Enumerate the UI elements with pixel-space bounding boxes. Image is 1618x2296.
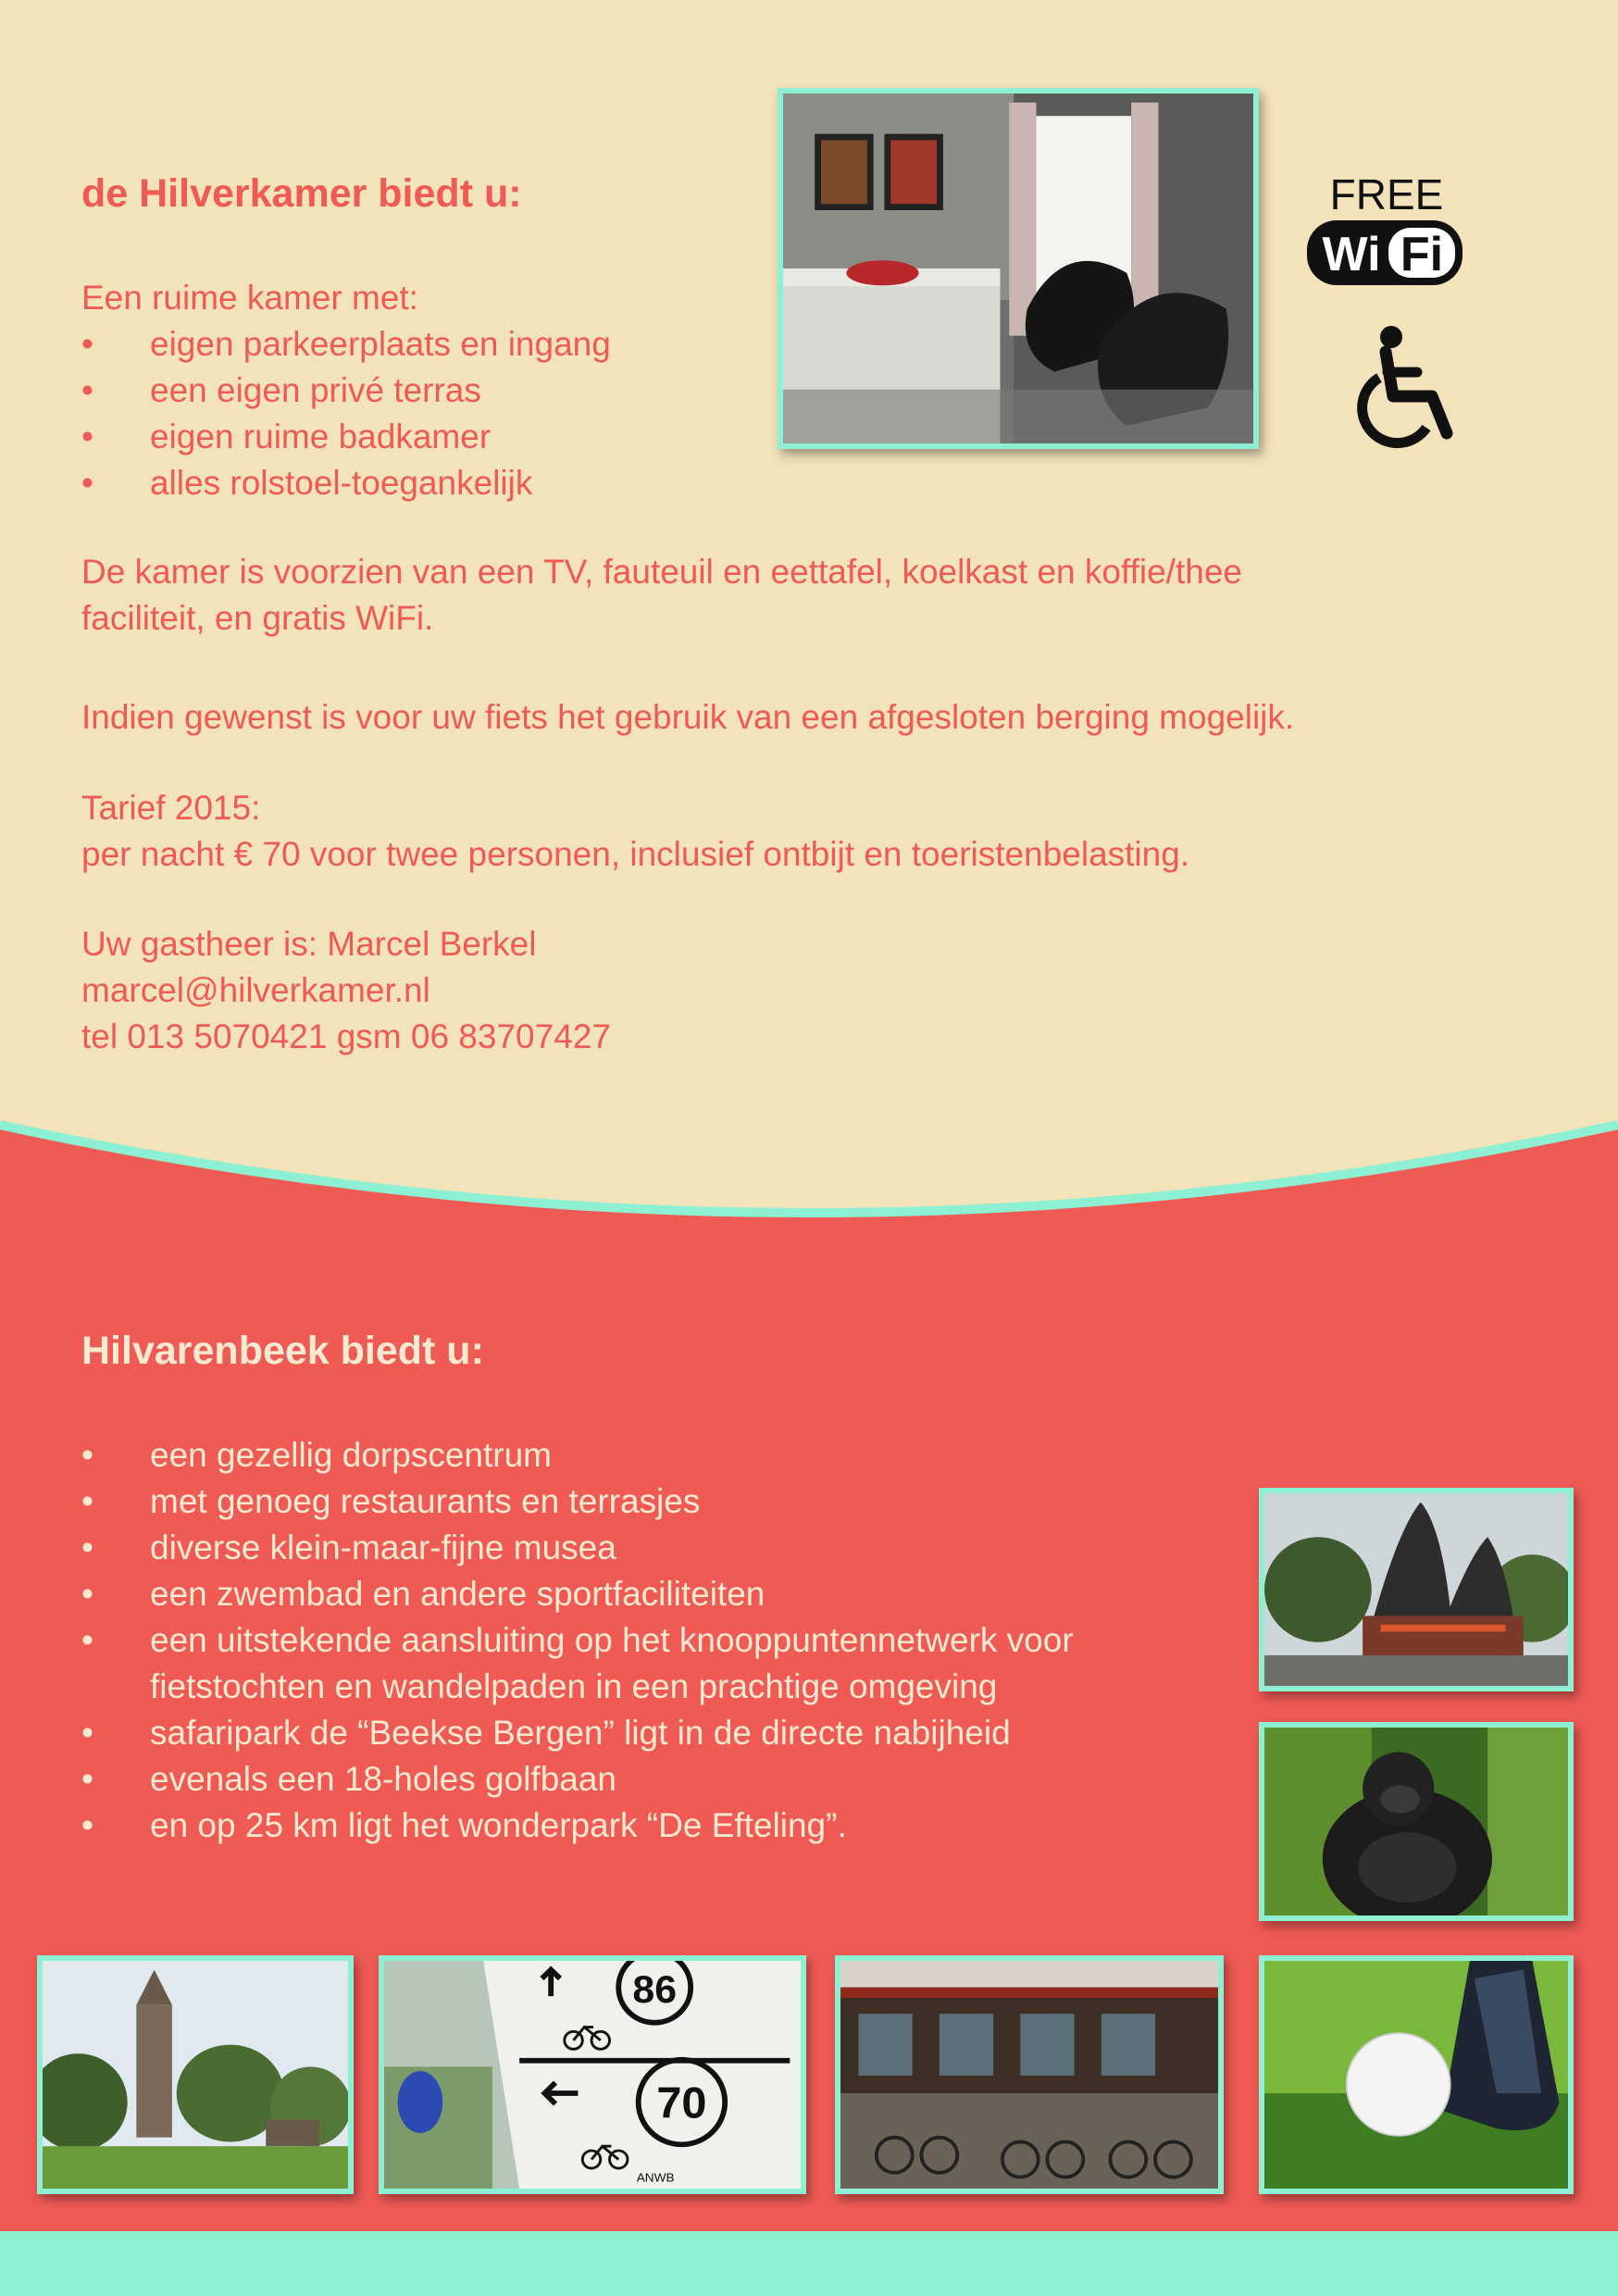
room-description	[81, 549, 1242, 642]
list-item: • een eigen privé terras	[81, 368, 611, 414]
church-photo	[37, 1955, 354, 2194]
bullet-icon: •	[81, 325, 93, 363]
bullet-icon: •	[81, 1714, 93, 1752]
section1-list	[81, 321, 611, 506]
route-number-86: 86	[632, 1967, 678, 2011]
list-item: fietstochten en wandelpaden in een prachtige omgeving	[150, 1667, 998, 1705]
bullet-icon: •	[81, 1482, 93, 1520]
list-item: • een zwembad en andere sportfaciliteiten	[81, 1571, 1074, 1617]
bullet-icon: •	[81, 1621, 93, 1659]
bullet-icon: •	[81, 1806, 93, 1844]
gorilla-photo	[1259, 1722, 1574, 1921]
list-item: • met genoeg restaurants en terrasjes	[81, 1479, 1074, 1525]
email-link[interactable]: marcel@hilverkamer.nl	[81, 971, 430, 1009]
section2-title: Hilvarenbeek biedt u:	[81, 1329, 484, 1373]
list-item: • alles rolstoel-toegankelijk	[81, 460, 611, 506]
tariff-label: Tarief 2015:	[81, 789, 261, 827]
bullet-icon: •	[81, 418, 93, 455]
host-name: Uw gastheer is: Marcel Berkel	[81, 925, 537, 963]
list-item: • een uitstekende aansluiting op het knooppuntennetwerk voor	[81, 1617, 1074, 1664]
room-description-line: De kamer is voorzien van een TV, fauteuil en eettafel, koelkast en koffie/thee	[81, 553, 1242, 591]
section1-intro: Een ruime kamer met:	[81, 279, 418, 317]
list-item: • een gezellig dorpscentrum	[81, 1432, 1074, 1479]
list-item: • evenals een 18-holes golfbaan	[81, 1756, 1074, 1803]
bullet-icon: •	[81, 1760, 93, 1798]
room-description-line: faciliteit, en gratis WiFi.	[81, 599, 434, 637]
wheelchair-icon	[1347, 324, 1467, 449]
tariff-block	[81, 785, 1189, 878]
wifi-icon	[1303, 172, 1470, 293]
list-item: • eigen parkeerplaats en ingang	[81, 321, 611, 368]
list-item: • en op 25 km ligt het wonderpark “De Efteling”.	[81, 1803, 1074, 1849]
bullet-icon: •	[81, 371, 93, 409]
bullet-icon: •	[81, 1436, 93, 1474]
phone-numbers: tel 013 5070421 gsm 06 83707427	[81, 1017, 611, 1055]
contact-block	[81, 921, 611, 1060]
list-item: • eigen ruime badkamer	[81, 414, 611, 460]
footer-band	[0, 2231, 1618, 2296]
bullet-icon: •	[81, 1575, 93, 1613]
bullet-icon: •	[81, 1529, 93, 1566]
bedroom-photo	[778, 88, 1259, 449]
section2-list	[81, 1432, 1074, 1849]
tariff-text: per nacht € 70 voor twee personen, inclusief ontbijt en toeristenbelasting.	[81, 835, 1190, 873]
bullet-icon: •	[81, 464, 93, 502]
wifi-wi-label: Wi	[1322, 228, 1381, 281]
section1-title: de Hilverkamer biedt u:	[81, 171, 522, 216]
cycle-route-sign-photo	[379, 1955, 806, 2194]
section1-intro-block	[81, 275, 611, 506]
route-number-70: 70	[656, 2078, 707, 2128]
efteling-photo	[1259, 1488, 1574, 1691]
wifi-free-label: FREE	[1329, 172, 1444, 218]
bike-storage-text: Indien gewenst is voor uw fiets het gebruik van een afgesloten berging mogelijk.	[81, 698, 1295, 736]
terrace-cafe-photo	[835, 1955, 1224, 2194]
anwb-label: ANWB	[636, 2170, 675, 2185]
wifi-fi-label: Fi	[1400, 228, 1444, 281]
list-item: • diverse klein-maar-fijne musea	[81, 1525, 1074, 1571]
golf-ball-photo	[1259, 1955, 1574, 2194]
list-item: • safaripark de “Beekse Bergen” ligt in de directe nabijheid	[81, 1710, 1074, 1756]
